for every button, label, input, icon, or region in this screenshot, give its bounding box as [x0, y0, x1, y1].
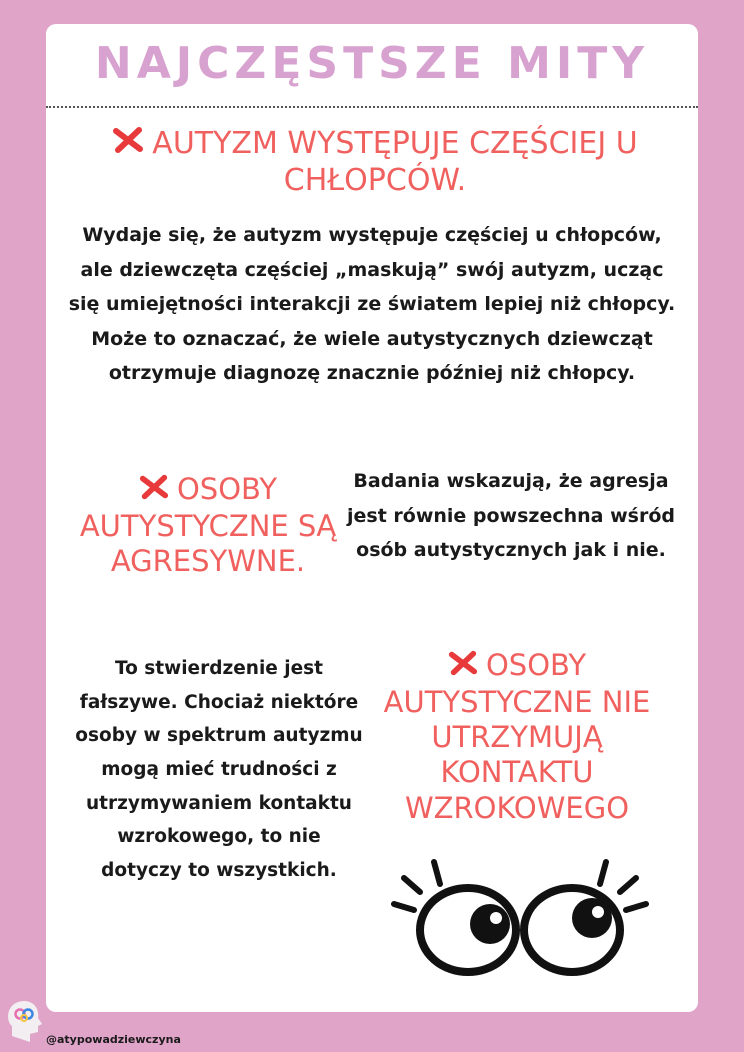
myth-2-heading-text: OSOBY AUTYSTYCZNE SĄ AGRESYWNE. [79, 472, 337, 579]
page-title: NAJCZĘSTSZE MITY [94, 38, 650, 89]
myth-2-body: Badania wskazują, że agresja jest równie powszechna wśród osób autystycznych jak i nie. [346, 470, 676, 562]
x-mark-icon [448, 649, 478, 684]
author-handle: @atypowadziewczyna [46, 1033, 181, 1046]
dotted-divider [46, 106, 698, 108]
myth-1-heading [60, 126, 690, 199]
x-mark-icon [139, 473, 169, 508]
myth-3-body: To stwierdzenie jest fałszywe. Chociaż niektóre osoby w spektrum autyzmu mogą mieć trudności z utrzymywaniem kontaktu wzrokowego, to nie dotyczy to wszystkich. [75, 658, 363, 881]
myth-1-body: Wydaje się, że autyzm występuje częściej u chłopców, ale dziewczęta częściej „maskują” swój autyzm, ucząc się umiejętności interakcji ze światem lepiej niż chłopcy. Może to oznaczać, że wiele autystycznych dziewcząt otrzymuje diagnozę znacznie później niż chłopcy. [68, 224, 676, 385]
cartoon-eyes-icon [386, 858, 654, 978]
myth-3-heading-text: OSOBY AUTYSTYCZNE NIE UTRZYMUJĄ KONTAKTU WZROKOWEGO [383, 648, 651, 825]
x-mark-icon [112, 126, 144, 163]
myth-1-heading-text: AUTYZM WYSTĘPUJE CZĘŚCIEJ U CHŁOPCÓW. [152, 126, 638, 198]
myth-2-heading [60, 472, 356, 579]
myth-3-heading [362, 648, 672, 826]
head-profile-logo [4, 996, 44, 1044]
